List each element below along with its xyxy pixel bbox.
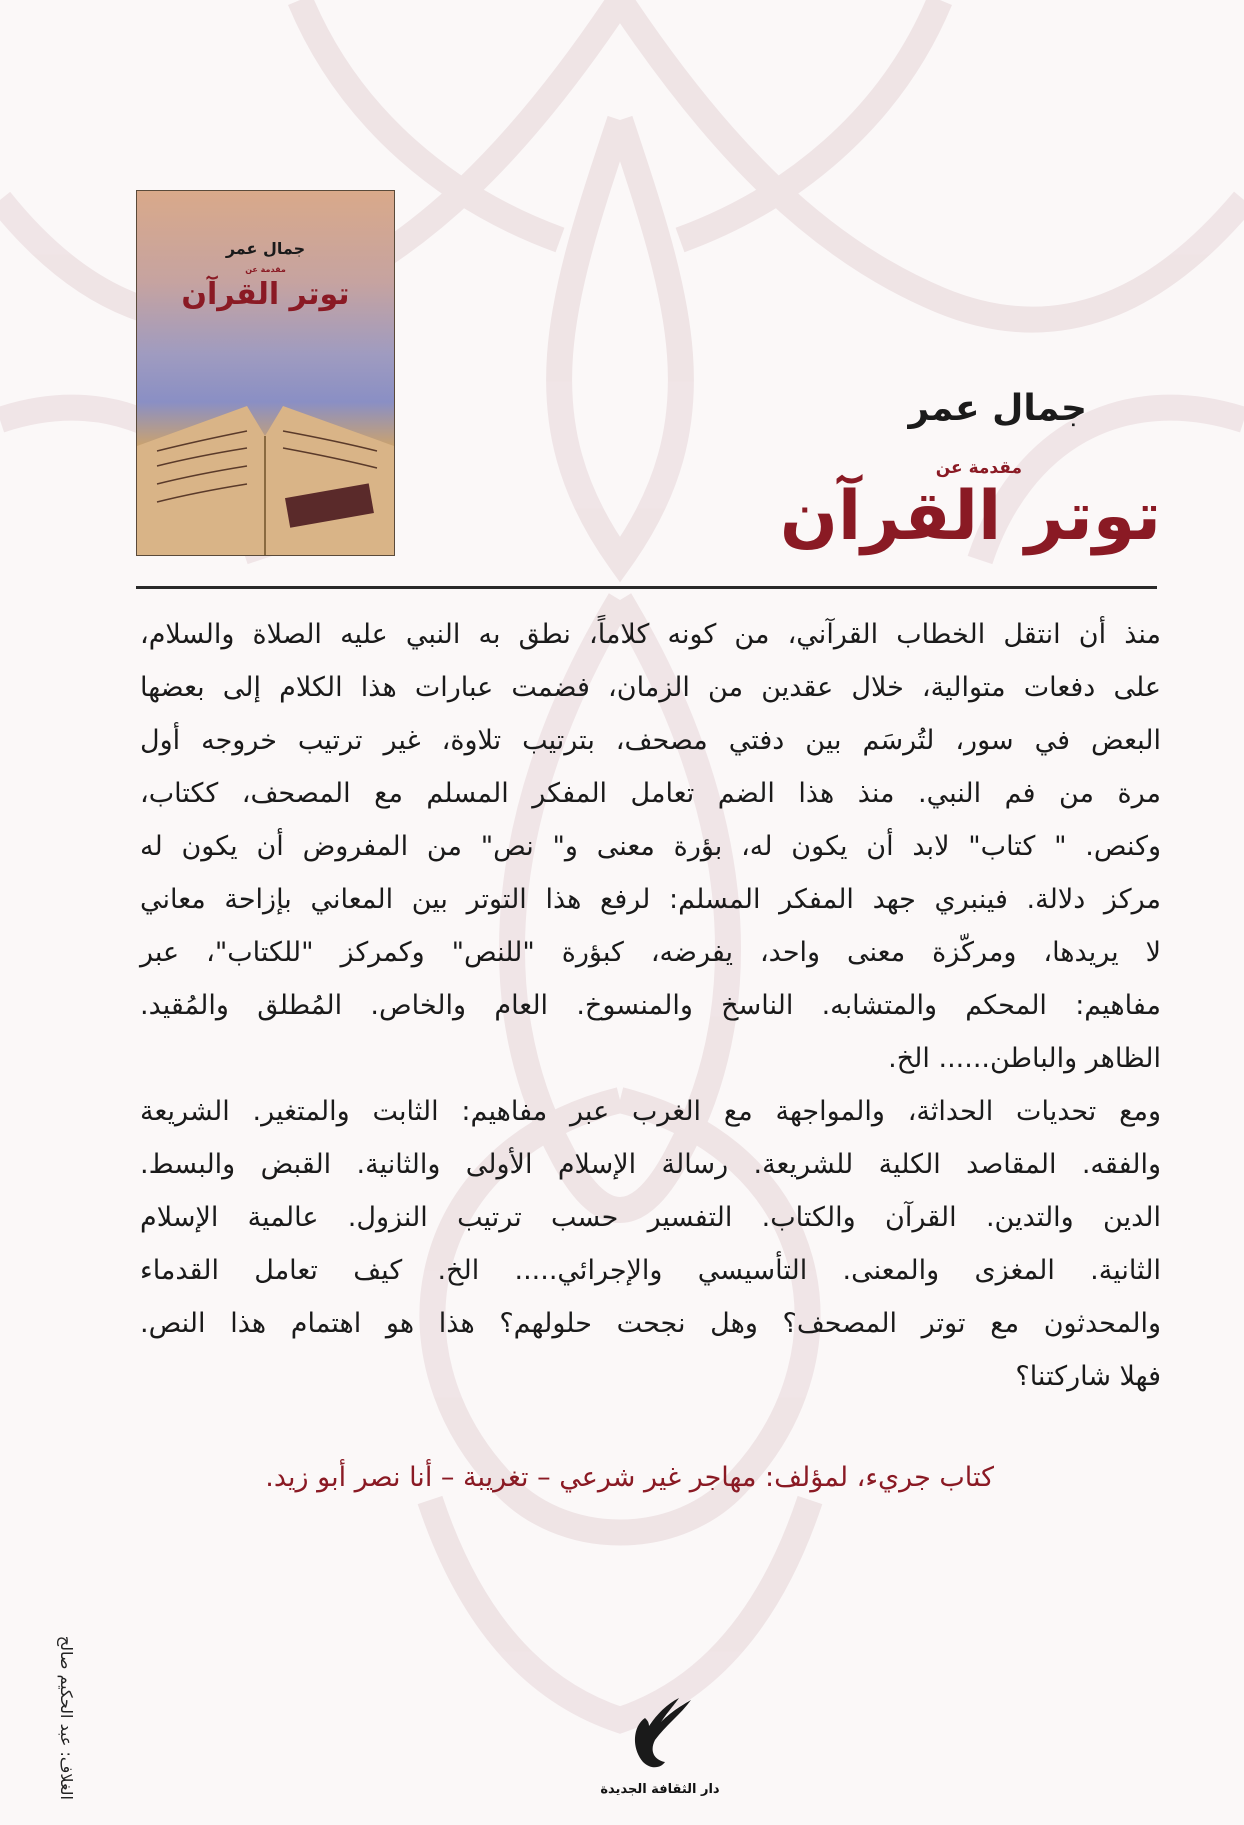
bird-hand-icon	[625, 1696, 695, 1776]
thumbnail-title: توتر القرآن	[181, 277, 350, 312]
blurb-line: منذ أن انتقل الخطاب القرآني، من كونه كلاماً، نطق به النبي عليه الصلاة والسلام،	[140, 619, 1161, 650]
blurb-line: فهلا شاركتنا؟	[1015, 1361, 1161, 1392]
publisher-name: دار الثقافة الجديدة	[600, 1782, 720, 1797]
open-manuscript-image	[137, 406, 394, 556]
blurb-line: وكنص. " كتاب" لابد أن يكون له، بؤرة معنى و" نص" من المفروض أن يكون له	[140, 831, 1161, 862]
author-promo: كتاب جريء، لمؤلف: مهاجر غير شرعي – تغريبة – أنا نصر أبو زيد.	[265, 1462, 994, 1493]
book-cover-thumbnail	[136, 190, 395, 556]
blurb-line: مركز دلالة. فينبري جهد المفكر المسلم: لرفع هذا التوتر بين المعاني بإزاحة معاني	[140, 884, 1161, 915]
book-title: توتر القرآن	[779, 477, 1161, 556]
blurb-line: والفقه. المقاصد الكلية للشريعة. رسالة الإسلام الأولى والثانية. القبض والبسط.	[140, 1149, 1161, 1180]
blurb-line: الظاهر والباطن...... الخ.	[888, 1043, 1161, 1074]
blurb-line: مفاهيم: المحكم والمتشابه. الناسخ والمنسوخ. العام والخاص. المُطلق والمُقيد.	[140, 990, 1161, 1021]
title-prefix: مقدمة عن	[935, 458, 1022, 478]
thumbnail-author: جمال عمر	[225, 239, 306, 258]
blurb-line: لا يريدها، ومركّزة معنى واحد، يفرضه، كبؤرة "للنص" وكمركز "للكتاب"، عبر	[140, 937, 1161, 968]
blurb-line: البعض في سور، لتُرسَم بين دفتي مصحف، بترتيب تلاوة، غير ترتيب خروجه أول	[140, 725, 1161, 756]
divider	[136, 586, 1157, 589]
thumbnail-intro: مقدمة عن	[245, 265, 286, 274]
publisher-logo	[600, 1696, 720, 1797]
blurb-line: الثانية. المغزى والمعنى. التأسيسي والإجرائي..... الخ. كيف تعامل القدماء	[140, 1255, 1161, 1286]
blurb-line: مرة من فم النبي. منذ هذا الضم تعامل المفكر المسلم مع المصحف، ككتاب،	[140, 778, 1161, 809]
blurb-line: على دفعات متوالية، خلال عقدين من الزمان، فضمت عبارات هذا الكلام إلى بعضها	[140, 672, 1161, 703]
blurb-text	[140, 608, 1161, 1403]
blurb-line: الدين والتدين. القرآن والكتاب. التفسير حسب ترتيب النزول. عالمية الإسلام	[140, 1202, 1161, 1233]
blurb-line: ومع تحديات الحداثة، والمواجهة مع الغرب عبر مفاهيم: الثابت والمتغير. الشريعة	[140, 1096, 1161, 1127]
cover-credit: الغلاف: عبد الحكيم صالح	[57, 1635, 76, 1800]
author-name: جمال عمر	[908, 388, 1087, 429]
blurb-line: والمحدثون مع توتر المصحف؟ وهل نجحت حلولهم؟ هذا هو اهتمام هذا النص.	[140, 1308, 1161, 1339]
